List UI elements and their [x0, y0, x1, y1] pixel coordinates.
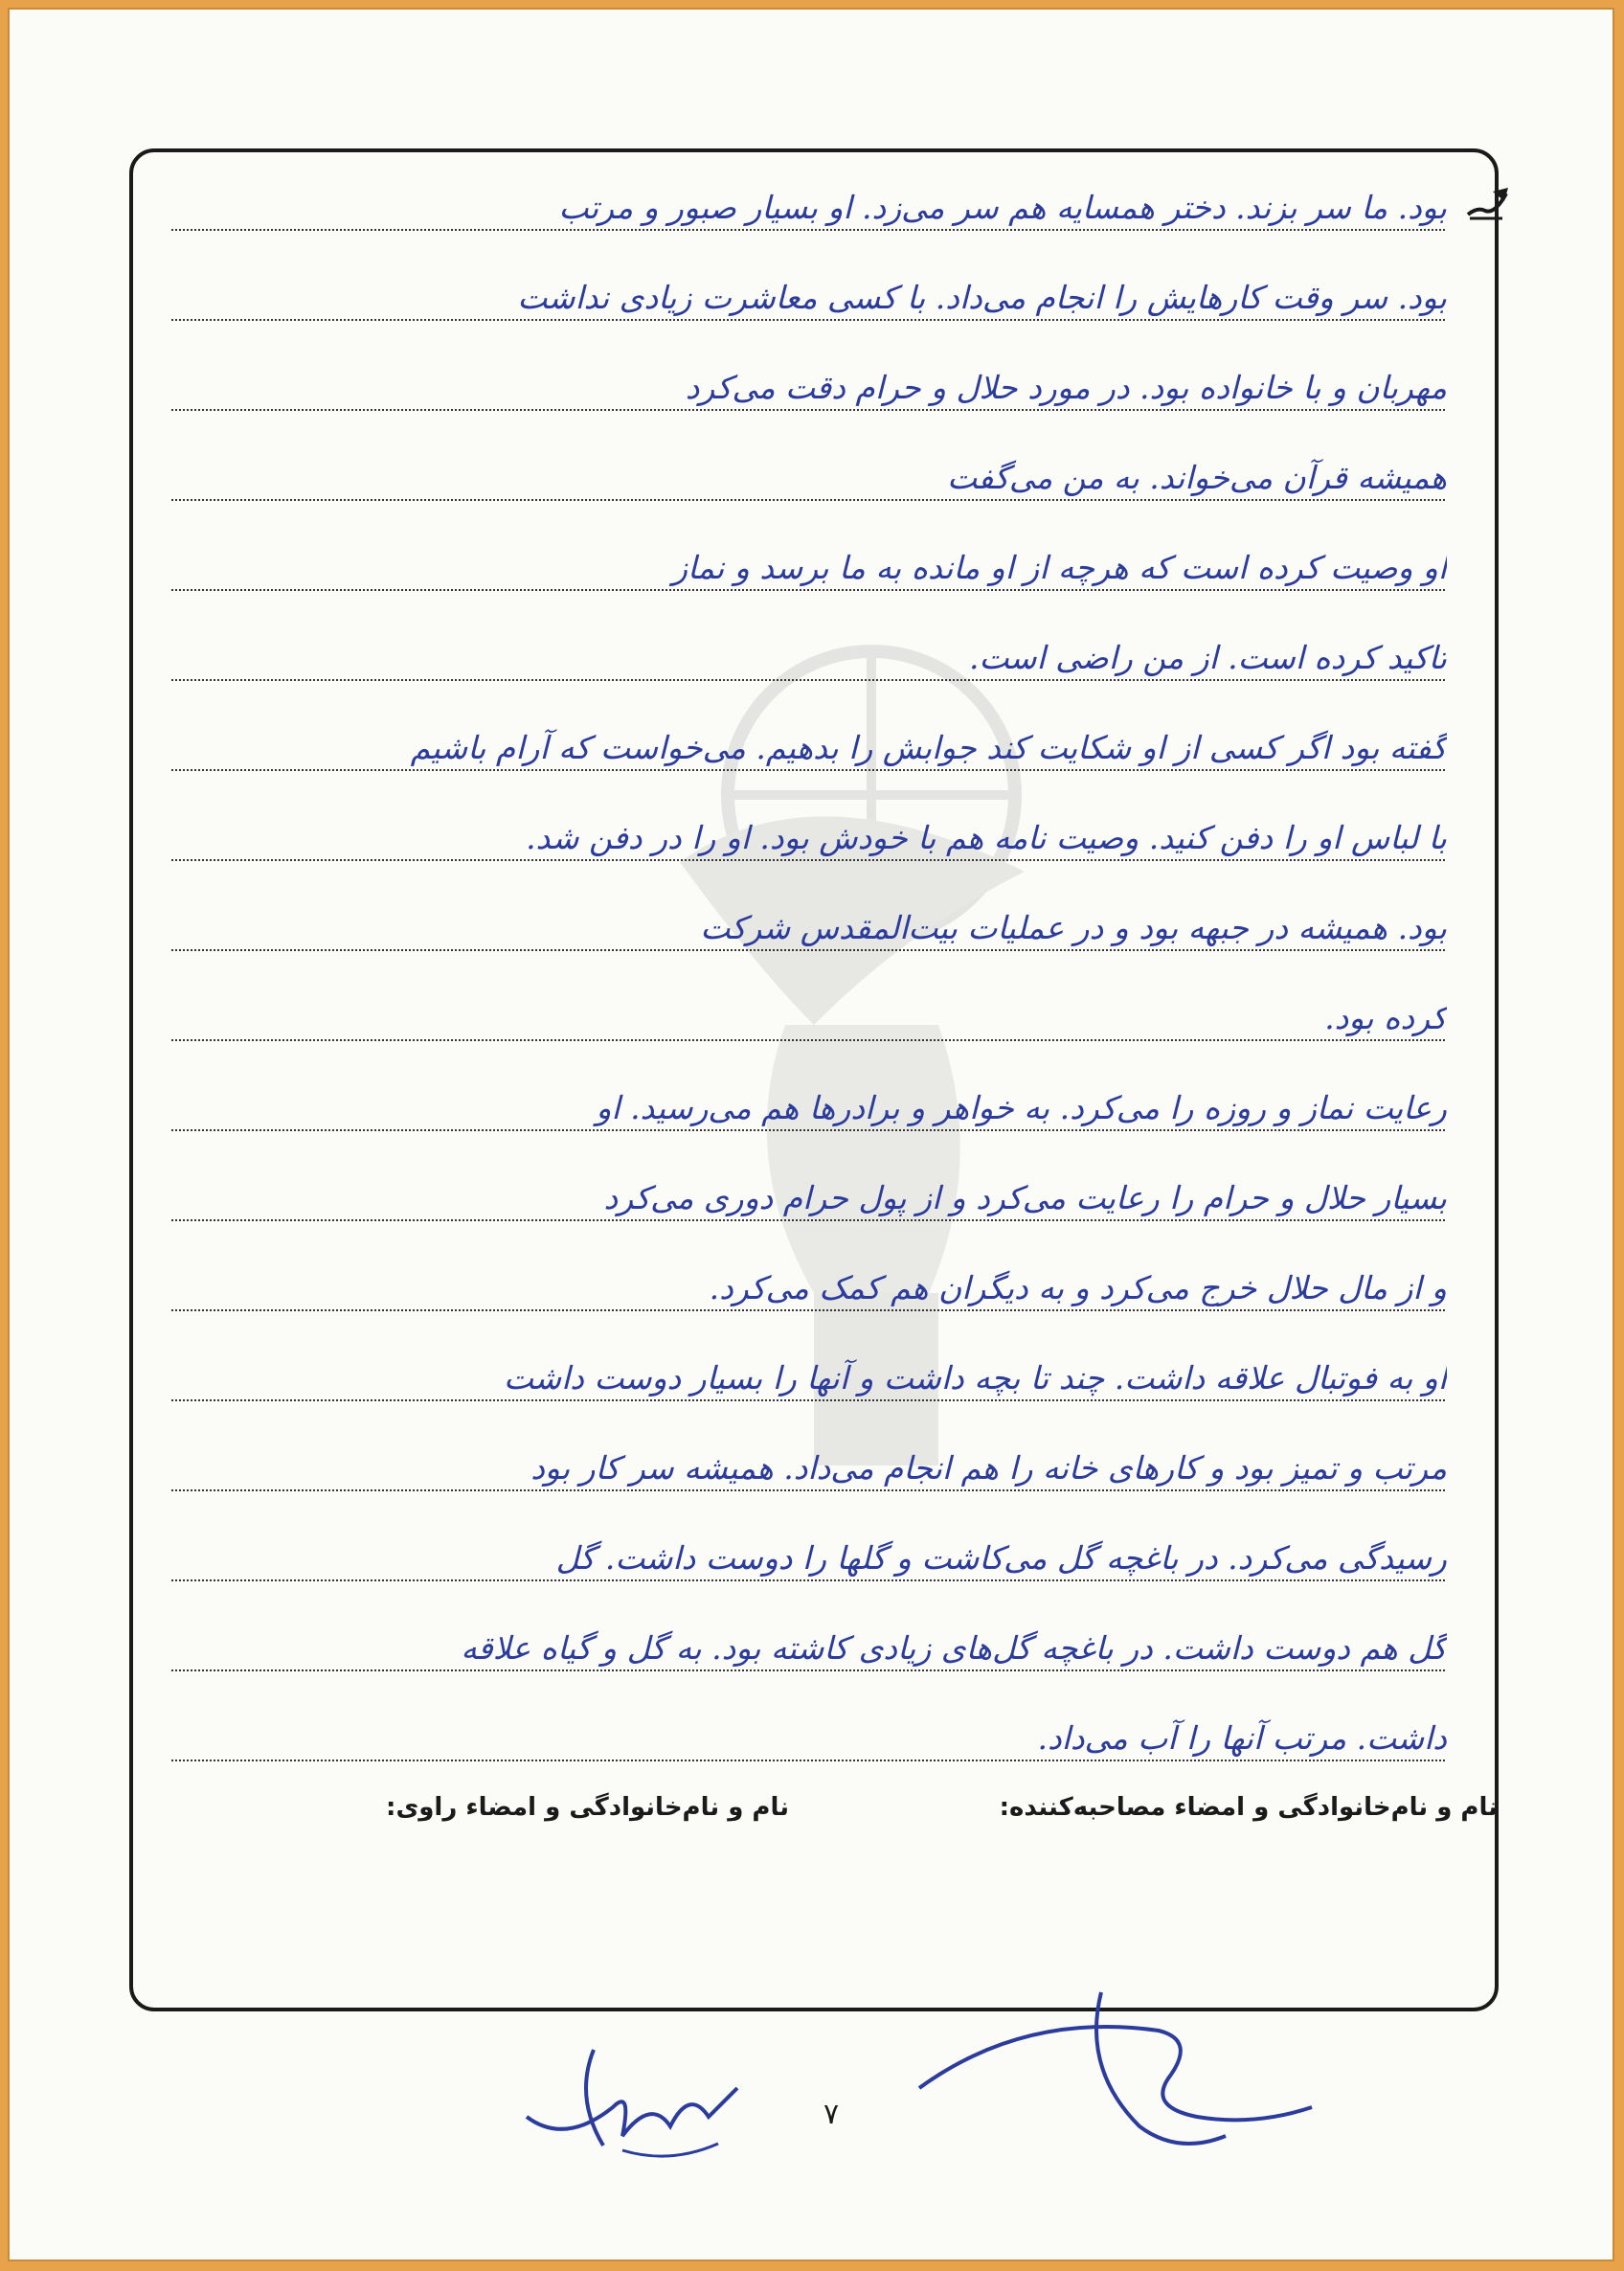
writing-line — [171, 857, 1445, 861]
handwritten-line: رسیدگی می‌کرد. در باغچه گل می‌کاشت و گلها را دوست داشت. گل — [555, 1539, 1447, 1577]
handwritten-line: مهربان و با خانواده بود. در مورد حلال و حرام دقت می‌کرد — [685, 369, 1447, 406]
writing-line — [171, 1307, 1445, 1311]
writing-line — [171, 407, 1445, 411]
handwritten-line: بود. همیشه در جبهه بود و در عملیات بیت‌المقدس شرکت — [700, 909, 1447, 946]
narrator-signature — [508, 2031, 756, 2165]
handwritten-line: داشت. مرتب آنها را آب می‌داد. — [1037, 1719, 1447, 1757]
pen-writing-icon — [1464, 186, 1512, 220]
handwritten-line: با لباس او را دفن کنید. وصیت نامه هم با خودش بود. او را در دفن شد. — [526, 819, 1447, 856]
handwritten-line: و از مال حلال خرج می‌کرد و به دیگران هم کمک می‌کرد. — [709, 1269, 1447, 1306]
writing-line — [171, 947, 1445, 951]
writing-line — [171, 1127, 1445, 1131]
handwritten-line: مرتب و تمیز بود و کارهای خانه را هم انجام می‌داد. همیشه سر کار بود — [530, 1449, 1447, 1487]
handwritten-line: همیشه قرآن می‌خواند. به من می‌گفت — [947, 459, 1447, 496]
writing-line — [171, 1758, 1445, 1761]
handwritten-line: بود. ما سر بزند. دختر همسایه هم سر می‌زد. او بسیار صبور و مرتب — [558, 189, 1447, 226]
writing-line — [171, 497, 1445, 501]
page-number: ۷ — [823, 2098, 840, 2131]
writing-line — [171, 227, 1445, 231]
document-page — [8, 8, 1614, 2261]
handwritten-line: او به فوتبال علاقه داشت. چند تا بچه داشت و آنها را بسیار دوست داشت — [504, 1359, 1447, 1397]
interviewer-signature — [910, 1973, 1350, 2155]
writing-line — [171, 677, 1445, 681]
writing-frame — [129, 148, 1499, 2011]
writing-line — [171, 1217, 1445, 1221]
handwritten-line: گفته بود اگر کسی از او شکایت کند جوابش را بدهیم. می‌خواست که آرام باشیم — [410, 729, 1447, 766]
writing-line — [171, 1578, 1445, 1581]
handwritten-line: گل هم دوست داشت. در باغچه گل‌های زیادی کاشته بود. به گل و گیاه علاقه — [461, 1629, 1447, 1667]
writing-line — [171, 587, 1445, 591]
handwritten-line: بسیار حلال و حرام را رعایت می‌کرد و از پول حرام دوری می‌کرد — [603, 1179, 1447, 1216]
handwritten-line: او وصیت کرده است که هرچه از او مانده به ما برسد و نماز — [672, 549, 1447, 586]
handwritten-line: رعایت نماز و روزه را می‌کرد. به خواهر و برادرها هم می‌رسید. او — [596, 1089, 1447, 1126]
narrator-signature-label: نام و نام‌خانوادگی و امضاء راوی: — [386, 1793, 789, 1822]
writing-line — [171, 1397, 1445, 1401]
interviewer-signature-label: نام و نام‌خانوادگی و امضاء مصاحبه‌کننده: — [999, 1793, 1498, 1822]
writing-line — [171, 1668, 1445, 1671]
handwritten-line: بود. سر وقت کارهایش را انجام می‌داد. با کسی معاشرت زیادی نداشت — [517, 279, 1447, 316]
handwritten-line: کرده بود. — [1324, 999, 1447, 1036]
writing-line — [171, 767, 1445, 771]
writing-line — [171, 1037, 1445, 1041]
writing-line — [171, 317, 1445, 321]
handwritten-line: تاکید کرده است. از من راضی است. — [968, 639, 1447, 676]
writing-line — [171, 1488, 1445, 1491]
